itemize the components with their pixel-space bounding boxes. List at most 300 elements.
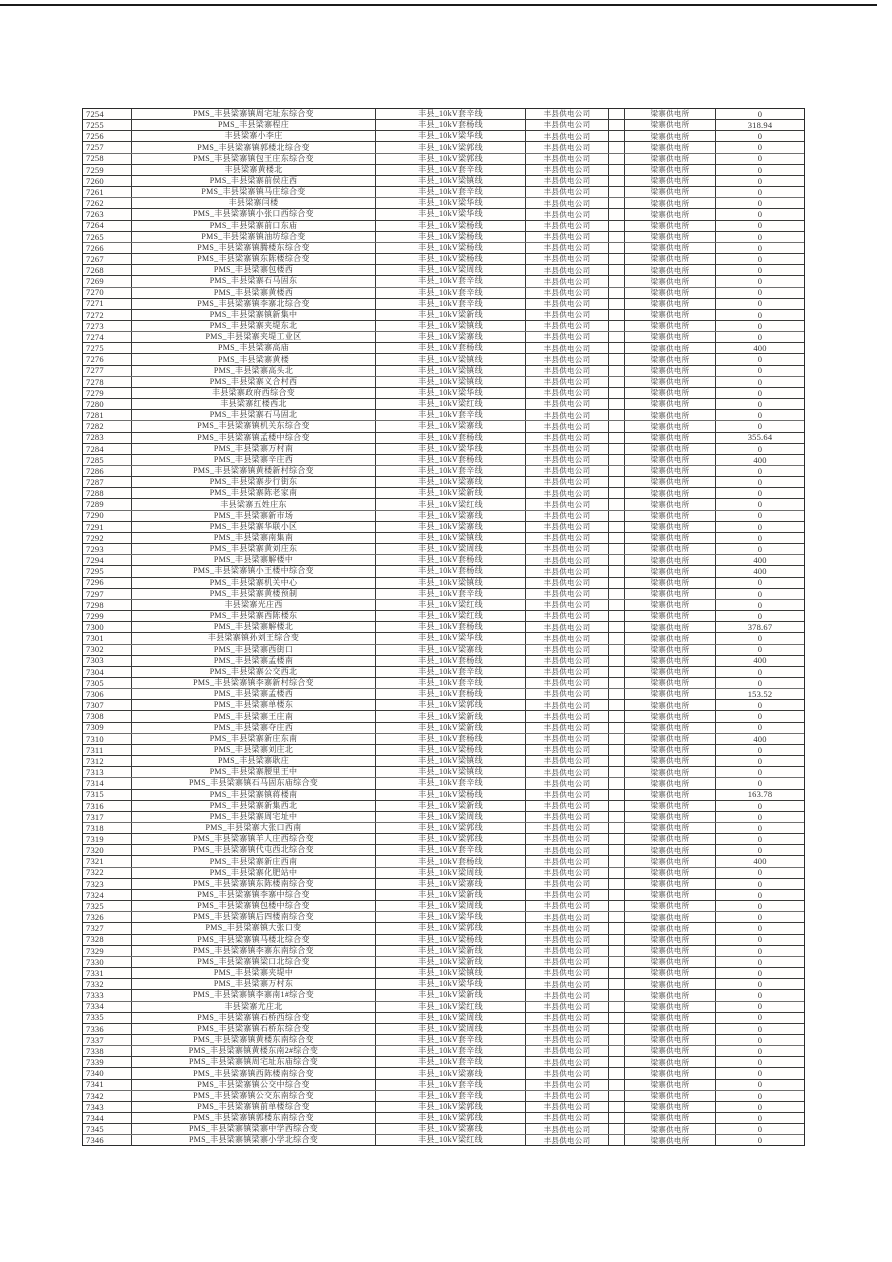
- cell-device-name: PMS_丰县梁寨镇代屯西北综合变: [132, 845, 376, 855]
- cell-line-name: 丰县_10kV套杨线: [376, 433, 526, 443]
- cell-supply-station: 梁寨供电所: [625, 142, 716, 152]
- cell-company: 丰县供电公司: [526, 633, 609, 643]
- table-row: [83, 232, 804, 243]
- cell-value: 0: [757, 109, 763, 119]
- cell-supply-station: 梁寨供电所: [625, 979, 716, 989]
- cell-row-number: 7294: [83, 555, 132, 565]
- cell-line-name: 丰县_10kV梁镇线: [376, 321, 526, 331]
- cell-value: 0: [757, 588, 763, 599]
- cell-company: 丰县供电公司: [526, 1135, 609, 1145]
- cell-device-name: PMS_丰县梁寨镇新集中: [132, 310, 376, 320]
- cell-supply-station: 梁寨供电所: [625, 265, 716, 275]
- table-row: [83, 778, 804, 789]
- cell-device-name: PMS_丰县梁寨高庙: [132, 343, 376, 353]
- cell-empty: [609, 1057, 625, 1067]
- cell-line-name: 丰县_10kV梁镇线: [376, 968, 526, 978]
- table-row: [83, 321, 804, 332]
- table-row: [83, 756, 804, 767]
- cell-supply-station: 梁寨供电所: [625, 700, 716, 710]
- cell-company: 丰县供电公司: [526, 711, 609, 721]
- cell-row-number: 7314: [83, 778, 132, 788]
- cell-company: 丰县供电公司: [526, 377, 609, 387]
- cell-row-number: 7339: [83, 1057, 132, 1067]
- cell-value: 0: [757, 187, 763, 197]
- cell-line-name: 丰县_10kV梁郭线: [376, 700, 526, 710]
- cell-device-name: PMS_丰县梁寨机关中心: [132, 578, 376, 588]
- cell-line-name: 丰县_10kV梁红线: [376, 499, 526, 509]
- cell-supply-station: 梁寨供电所: [625, 288, 716, 298]
- cell-empty: [609, 946, 625, 956]
- cell-row-number: 7276: [83, 354, 132, 364]
- top-horizontal-rule: [0, 4, 877, 6]
- cell-empty: [609, 321, 625, 331]
- cell-value: 0: [757, 677, 763, 688]
- cell-device-name: PMS_丰县梁寨镇周宅址东综合变: [132, 109, 376, 119]
- cell-row-number: 7275: [83, 343, 132, 353]
- cell-device-name: PMS_丰县梁寨义合村西: [132, 377, 376, 387]
- cell-value: 0: [757, 265, 763, 276]
- cell-device-name: 丰县梁寨红楼西北: [132, 399, 376, 409]
- cell-line-name: 丰县_10kV梁红线: [376, 611, 526, 621]
- cell-row-number: 7306: [83, 689, 132, 699]
- cell-row-number: 7333: [83, 990, 132, 1000]
- cell-company: 丰县供电公司: [526, 243, 609, 253]
- cell-row-number: 7308: [83, 711, 132, 721]
- cell-device-name: PMS_丰县梁寨镇公交东南综合变: [132, 1091, 376, 1101]
- cell-value: 0: [757, 387, 763, 398]
- cell-value: 0: [757, 711, 763, 722]
- cell-company: 丰县供电公司: [526, 767, 609, 777]
- cell-supply-station: 梁寨供电所: [625, 1068, 716, 1078]
- cell-empty: [609, 645, 625, 655]
- cell-supply-station: 梁寨供电所: [625, 990, 716, 1000]
- cell-line-name: 丰县_10kV梁红线: [376, 399, 526, 409]
- cell-line-name: 丰县_10kV套杨线: [376, 566, 526, 576]
- table-row: [83, 890, 804, 901]
- cell-company: 丰县供电公司: [526, 142, 609, 152]
- cell-value: 0: [757, 477, 763, 487]
- cell-value: 0: [757, 521, 763, 532]
- cell-empty: [609, 511, 625, 521]
- cell-row-number: 7262: [83, 198, 132, 208]
- cell-line-name: 丰县_10kV梁镇线: [376, 366, 526, 376]
- cell-device-name: PMS_丰县梁寨解楼中: [132, 555, 376, 565]
- cell-empty: [609, 209, 625, 219]
- cell-row-number: 7337: [83, 1035, 132, 1045]
- cell-value: 400: [753, 655, 767, 666]
- cell-empty: [609, 1102, 625, 1112]
- cell-line-name: 丰县_10kV梁杨线: [376, 243, 526, 253]
- cell-company: 丰县供电公司: [526, 1113, 609, 1123]
- table-row: [83, 1013, 804, 1024]
- cell-value: 0: [757, 376, 763, 387]
- table-row: [83, 801, 804, 812]
- cell-company: 丰县供电公司: [526, 209, 609, 219]
- cell-value: 378.67: [747, 622, 773, 633]
- cell-supply-station: 梁寨供电所: [625, 767, 716, 777]
- cell-line-name: 丰县_10kV梁杨线: [376, 790, 526, 800]
- cell-empty: [609, 265, 625, 275]
- cell-device-name: PMS_丰县梁寨镇后四楼南综合变: [132, 912, 376, 922]
- cell-empty: [609, 801, 625, 811]
- cell-value: 0: [757, 1001, 763, 1012]
- cell-row-number: 7293: [83, 544, 132, 554]
- cell-device-name: PMS_丰县梁寨夺庄西: [132, 723, 376, 733]
- cell-device-name: PMS_丰县梁寨黄楼预制: [132, 589, 376, 599]
- cell-supply-station: 梁寨供电所: [625, 600, 716, 610]
- cell-row-number: 7330: [83, 957, 132, 967]
- cell-company: 丰县供电公司: [526, 968, 609, 978]
- cell-supply-station: 梁寨供电所: [625, 366, 716, 376]
- cell-row-number: 7287: [83, 477, 132, 487]
- cell-row-number: 7329: [83, 946, 132, 956]
- cell-value: 400: [753, 454, 767, 465]
- cell-device-name: PMS_丰县梁寨石马固东: [132, 276, 376, 286]
- cell-device-name: PMS_丰县梁寨解楼北: [132, 622, 376, 632]
- cell-empty: [609, 187, 625, 197]
- cell-empty: [609, 856, 625, 866]
- cell-device-name: PMS_丰县梁寨镇李寨南1#综合变: [132, 990, 376, 1000]
- cell-device-name: PMS_丰县梁寨包楼西: [132, 265, 376, 275]
- cell-device-name: PMS_丰县梁寨镇周宅址东庙综合变: [132, 1057, 376, 1067]
- cell-line-name: 丰县_10kV梁新线: [376, 723, 526, 733]
- cell-device-name: PMS_丰县梁寨镇马庄综合变: [132, 187, 376, 197]
- cell-line-name: 丰县_10kV梁郭线: [376, 142, 526, 152]
- cell-row-number: 7273: [83, 321, 132, 331]
- cell-line-name: 丰县_10kV梁新线: [376, 957, 526, 967]
- cell-line-name: 丰县_10kV梁杨线: [376, 232, 526, 242]
- cell-device-name: PMS_丰县梁寨王庄南: [132, 711, 376, 721]
- cell-device-name: PMS_丰县梁寨镇公交中综合变: [132, 1080, 376, 1090]
- cell-value: 400: [753, 343, 767, 354]
- cell-line-name: 丰县_10kV梁红线: [376, 1135, 526, 1145]
- cell-device-name: PMS_丰县梁寨化肥站中: [132, 868, 376, 878]
- cell-value: 0: [757, 1113, 763, 1123]
- cell-value: 0: [757, 164, 763, 175]
- cell-supply-station: 梁寨供电所: [625, 254, 716, 264]
- table-row: [83, 109, 804, 120]
- cell-row-number: 7297: [83, 589, 132, 599]
- cell-value: 0: [757, 320, 763, 331]
- cell-value: 0: [757, 923, 763, 934]
- cell-line-name: 丰县_10kV套辛线: [376, 667, 526, 677]
- cell-empty: [609, 834, 625, 844]
- table-row: [83, 433, 804, 444]
- cell-device-name: PMS_丰县梁寨步行街东: [132, 477, 376, 487]
- cell-row-number: 7272: [83, 310, 132, 320]
- cell-row-number: 7288: [83, 488, 132, 498]
- cell-empty: [609, 388, 625, 398]
- table-row: [83, 968, 804, 979]
- cell-empty: [609, 890, 625, 900]
- cell-empty: [609, 1080, 625, 1090]
- cell-line-name: 丰县_10kV套杨线: [376, 856, 526, 866]
- table-row: [83, 1091, 804, 1102]
- cell-supply-station: 梁寨供电所: [625, 711, 716, 721]
- table-row: [83, 1035, 804, 1046]
- table-row: [83, 1068, 804, 1079]
- cell-company: 丰县供电公司: [526, 1046, 609, 1056]
- cell-value: 0: [757, 722, 763, 733]
- cell-device-name: PMS_丰县梁寨辛庄西: [132, 455, 376, 465]
- cell-value: 0: [757, 834, 763, 844]
- cell-device-name: PMS_丰县梁寨镇李寨北综合变: [132, 299, 376, 309]
- cell-company: 丰县供电公司: [526, 499, 609, 509]
- cell-empty: [609, 1124, 625, 1134]
- cell-row-number: 7342: [83, 1091, 132, 1101]
- table-row: [83, 1046, 804, 1057]
- table-row: [83, 488, 804, 499]
- table-row: [83, 187, 804, 198]
- cell-company: 丰县供电公司: [526, 611, 609, 621]
- cell-value: 0: [757, 756, 763, 766]
- table-row: [83, 678, 804, 689]
- cell-row-number: 7274: [83, 332, 132, 342]
- cell-empty: [609, 477, 625, 487]
- table-row: [83, 879, 804, 890]
- cell-company: 丰县供电公司: [526, 868, 609, 878]
- cell-supply-station: 梁寨供电所: [625, 745, 716, 755]
- cell-supply-station: 梁寨供电所: [625, 232, 716, 242]
- table-row: [83, 823, 804, 834]
- cell-line-name: 丰县_10kV梁新线: [376, 990, 526, 1000]
- table-row: [83, 812, 804, 823]
- cell-empty: [609, 566, 625, 576]
- cell-row-number: 7261: [83, 187, 132, 197]
- cell-empty: [609, 455, 625, 465]
- table-row: [83, 276, 804, 287]
- cell-device-name: PMS_丰县梁寨黄楼: [132, 354, 376, 364]
- cell-value: 0: [757, 242, 763, 253]
- cell-supply-station: 梁寨供电所: [625, 198, 716, 208]
- cell-value: 0: [757, 956, 763, 967]
- cell-empty: [609, 667, 625, 677]
- cell-supply-station: 梁寨供电所: [625, 834, 716, 844]
- cell-value: 0: [757, 410, 763, 421]
- cell-supply-station: 梁寨供电所: [625, 957, 716, 967]
- cell-device-name: PMS_丰县梁寨腰里王中: [132, 767, 376, 777]
- cell-supply-station: 梁寨供电所: [625, 455, 716, 465]
- cell-value: 0: [757, 990, 763, 1001]
- cell-row-number: 7338: [83, 1046, 132, 1056]
- cell-row-number: 7290: [83, 511, 132, 521]
- cell-company: 丰县供电公司: [526, 589, 609, 599]
- cell-supply-station: 梁寨供电所: [625, 890, 716, 900]
- cell-company: 丰县供电公司: [526, 410, 609, 420]
- cell-line-name: 丰县_10kV梁寨线: [376, 477, 526, 487]
- table-row: [83, 343, 804, 354]
- cell-row-number: 7322: [83, 868, 132, 878]
- cell-line-name: 丰县_10kV套辛线: [376, 466, 526, 476]
- cell-device-name: PMS_丰县梁寨镇李寨新村综合变: [132, 678, 376, 688]
- cell-line-name: 丰县_10kV梁寨线: [376, 645, 526, 655]
- cell-row-number: 7340: [83, 1068, 132, 1078]
- cell-row-number: 7301: [83, 633, 132, 643]
- cell-row-number: 7256: [83, 131, 132, 141]
- cell-empty: [609, 1068, 625, 1078]
- cell-row-number: 7283: [83, 433, 132, 443]
- table-row: [83, 165, 804, 176]
- table-row: [83, 979, 804, 990]
- table-row: [83, 310, 804, 321]
- table-row: [83, 990, 804, 1001]
- cell-value: 355.64: [747, 432, 773, 443]
- cell-row-number: 7281: [83, 410, 132, 420]
- cell-value: 0: [757, 131, 763, 142]
- cell-device-name: PMS_丰县梁寨夹堤中: [132, 968, 376, 978]
- cell-empty: [609, 700, 625, 710]
- table-row: [83, 566, 804, 577]
- cell-company: 丰县供电公司: [526, 399, 609, 409]
- cell-supply-station: 梁寨供电所: [625, 1035, 716, 1045]
- cell-supply-station: 梁寨供电所: [625, 343, 716, 353]
- cell-company: 丰县供电公司: [526, 555, 609, 565]
- cell-line-name: 丰县_10kV梁周线: [376, 812, 526, 822]
- cell-supply-station: 梁寨供电所: [625, 321, 716, 331]
- cell-value: 0: [757, 644, 763, 655]
- cell-company: 丰县供电公司: [526, 388, 609, 398]
- cell-line-name: 丰县_10kV梁红线: [376, 1002, 526, 1012]
- cell-row-number: 7311: [83, 745, 132, 755]
- table-row: [83, 388, 804, 399]
- cell-value: 0: [757, 1101, 763, 1112]
- cell-device-name: PMS_丰县梁寨华联小区: [132, 522, 376, 532]
- cell-company: 丰县供电公司: [526, 533, 609, 543]
- cell-line-name: 丰县_10kV梁华线: [376, 912, 526, 922]
- cell-line-name: 丰县_10kV梁新线: [376, 310, 526, 320]
- table-row: [83, 421, 804, 432]
- table-row: [83, 589, 804, 600]
- cell-supply-station: 梁寨供电所: [625, 823, 716, 833]
- cell-supply-station: 梁寨供电所: [625, 968, 716, 978]
- cell-line-name: 丰县_10kV套杨线: [376, 455, 526, 465]
- cell-device-name: 丰县梁寨黄楼北: [132, 165, 376, 175]
- table-row: [83, 1080, 804, 1091]
- cell-row-number: 7289: [83, 499, 132, 509]
- cell-supply-station: 梁寨供电所: [625, 176, 716, 186]
- cell-empty: [609, 745, 625, 755]
- cell-company: 丰县供电公司: [526, 778, 609, 788]
- table-row: [83, 734, 804, 745]
- cell-supply-station: 梁寨供电所: [625, 276, 716, 286]
- cell-device-name: PMS_丰县梁寨镇梁口北综合变: [132, 957, 376, 967]
- cell-company: 丰县供电公司: [526, 990, 609, 1000]
- cell-empty: [609, 633, 625, 643]
- cell-empty: [609, 488, 625, 498]
- cell-value: 163.78: [747, 789, 773, 800]
- table-row: [83, 700, 804, 711]
- cell-line-name: 丰县_10kV套杨线: [376, 120, 526, 130]
- cell-empty: [609, 734, 625, 744]
- cell-row-number: 7334: [83, 1002, 132, 1012]
- cell-company: 丰县供电公司: [526, 678, 609, 688]
- cell-empty: [609, 165, 625, 175]
- cell-device-name: PMS_丰县梁寨镇郭楼北综合变: [132, 142, 376, 152]
- table-row: [83, 142, 804, 153]
- cell-device-name: PMS_丰县梁寨西街口: [132, 645, 376, 655]
- cell-value: 400: [753, 555, 767, 566]
- cell-device-name: PMS_丰县梁寨镇前单楼综合变: [132, 1102, 376, 1112]
- cell-row-number: 7296: [83, 578, 132, 588]
- cell-empty: [609, 990, 625, 1000]
- cell-line-name: 丰县_10kV梁郭线: [376, 1102, 526, 1112]
- cell-row-number: 7321: [83, 856, 132, 866]
- cell-supply-station: 梁寨供电所: [625, 299, 716, 309]
- cell-device-name: PMS_丰县梁寨镇蒋楼南: [132, 790, 376, 800]
- cell-empty: [609, 444, 625, 454]
- cell-value: 0: [757, 599, 763, 610]
- cell-supply-station: 梁寨供电所: [625, 120, 716, 130]
- cell-supply-station: 梁寨供电所: [625, 656, 716, 666]
- cell-row-number: 7310: [83, 734, 132, 744]
- cell-row-number: 7326: [83, 912, 132, 922]
- cell-empty: [609, 399, 625, 409]
- cell-value: 400: [753, 856, 767, 867]
- cell-row-number: 7307: [83, 700, 132, 710]
- cell-device-name: PMS_丰县梁寨镇石桥东综合变: [132, 1024, 376, 1034]
- cell-supply-station: 梁寨供电所: [625, 165, 716, 175]
- cell-supply-station: 梁寨供电所: [625, 1102, 716, 1112]
- cell-device-name: PMS_丰县梁寨镇东陈楼南综合变: [132, 879, 376, 889]
- cell-company: 丰县供电公司: [526, 622, 609, 632]
- cell-row-number: 7302: [83, 645, 132, 655]
- table-row: [83, 711, 804, 722]
- cell-value: 0: [757, 767, 763, 778]
- cell-value: 0: [757, 611, 763, 621]
- cell-device-name: PMS_丰县梁寨镇小王楼中综合变: [132, 566, 376, 576]
- cell-empty: [609, 923, 625, 933]
- cell-device-name: PMS_丰县梁寨公交西北: [132, 667, 376, 677]
- cell-line-name: 丰县_10kV梁红线: [376, 600, 526, 610]
- cell-empty: [609, 968, 625, 978]
- cell-value: 318.94: [747, 120, 773, 130]
- cell-row-number: 7346: [83, 1135, 132, 1145]
- cell-device-name: PMS_丰县梁寨万村南: [132, 444, 376, 454]
- cell-empty: [609, 578, 625, 588]
- cell-line-name: 丰县_10kV梁周线: [376, 544, 526, 554]
- cell-device-name: PMS_丰县梁寨夹堤工业区: [132, 332, 376, 342]
- table-row: [83, 299, 804, 310]
- table-row: [83, 533, 804, 544]
- cell-supply-station: 梁寨供电所: [625, 1091, 716, 1101]
- cell-value: 0: [757, 287, 763, 298]
- cell-supply-station: 梁寨供电所: [625, 667, 716, 677]
- cell-empty: [609, 901, 625, 911]
- cell-device-name: PMS_丰县梁寨镇大张口变: [132, 923, 376, 933]
- cell-line-name: 丰县_10kV梁新线: [376, 488, 526, 498]
- table-row: [83, 1135, 804, 1145]
- cell-value: 0: [757, 800, 763, 811]
- cell-company: 丰县供电公司: [526, 946, 609, 956]
- cell-row-number: 7295: [83, 566, 132, 576]
- cell-company: 丰县供电公司: [526, 812, 609, 822]
- cell-value: 0: [757, 934, 763, 945]
- table-row: [83, 198, 804, 209]
- cell-supply-station: 梁寨供电所: [625, 499, 716, 509]
- cell-value: 0: [757, 510, 763, 521]
- cell-company: 丰县供电公司: [526, 600, 609, 610]
- cell-value: 0: [757, 945, 763, 956]
- cell-value: 0: [757, 700, 763, 711]
- cell-empty: [609, 778, 625, 788]
- cell-company: 丰县供电公司: [526, 856, 609, 866]
- cell-empty: [609, 433, 625, 443]
- cell-company: 丰县供电公司: [526, 131, 609, 141]
- cell-value: 0: [757, 1034, 763, 1045]
- cell-company: 丰县供电公司: [526, 444, 609, 454]
- cell-row-number: 7298: [83, 600, 132, 610]
- cell-company: 丰县供电公司: [526, 187, 609, 197]
